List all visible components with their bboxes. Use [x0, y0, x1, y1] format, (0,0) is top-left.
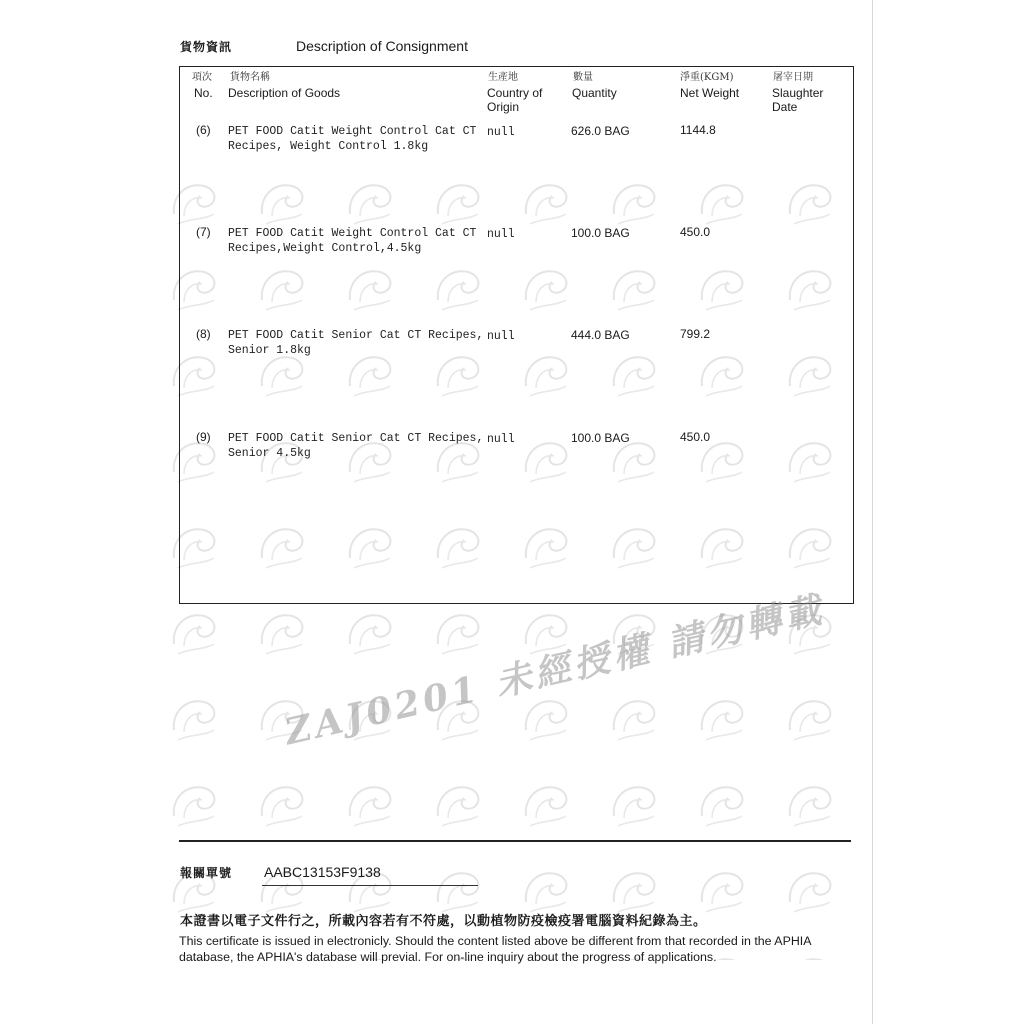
country-of-origin: null: [487, 126, 515, 139]
row-number: (6): [196, 123, 211, 137]
header-origin-zh: 生產地: [488, 72, 518, 83]
net-weight-value: 1144.8: [680, 123, 716, 137]
country-of-origin: null: [487, 433, 515, 446]
header-slaughter-en: Slaughter Date: [772, 86, 824, 114]
goods-description-line: Recipes,Weight Control,4.5kg: [228, 242, 422, 255]
divider-line: [179, 840, 851, 842]
net-weight-value: 450.0: [680, 430, 711, 444]
quantity-value: 100.0 BAG: [571, 226, 630, 240]
header-no-en: No.: [194, 86, 213, 100]
row-number: (8): [196, 327, 211, 341]
declaration-underline: [262, 885, 478, 886]
section-title-zh: 貨物資訊: [180, 40, 233, 54]
header-net-weight-en: Net Weight: [680, 86, 740, 100]
country-of-origin: null: [487, 228, 515, 241]
page-edge-line: [872, 0, 873, 1024]
row-number: (9): [196, 430, 211, 444]
declaration-number-label: 報關單號: [180, 866, 233, 880]
row-number: (7): [196, 225, 211, 239]
quantity-value: 444.0 BAG: [571, 328, 630, 342]
goods-description-line: PET FOOD Catit Weight Control Cat CT: [228, 125, 477, 138]
header-quantity-zh: 數量: [573, 72, 593, 83]
header-net-weight-zh: 淨重(KGM): [680, 72, 734, 83]
declaration-number-value: AABC13153F9138: [264, 864, 381, 880]
country-of-origin: null: [487, 330, 515, 343]
watermark-stamp: ZAJ0201 未經授權 請勿轉載: [280, 588, 829, 754]
goods-description-line: PET FOOD Catit Senior Cat CT Recipes,: [228, 329, 484, 342]
net-weight-value: 450.0: [680, 225, 711, 239]
goods-description-line: PET FOOD Catit Senior Cat CT Recipes,: [228, 432, 484, 445]
notice-en: This certificate is issued in electronicly. Should the content listed above be different from that recorded in the APHIA database, the APHIA's database will previal. For on-line inquiry about the progress of applications.: [179, 934, 811, 964]
goods-description-line: Senior 1.8kg: [228, 344, 311, 357]
quantity-value: 100.0 BAG: [571, 431, 630, 445]
header-slaughter-zh: 屠宰日期: [773, 72, 813, 83]
header-goods-zh: 貨物名稱: [230, 72, 270, 83]
header-quantity-en: Quantity: [572, 86, 617, 100]
goods-description-line: PET FOOD Catit Weight Control Cat CT: [228, 227, 477, 240]
header-no-zh: 項次: [192, 72, 212, 83]
quantity-value: 626.0 BAG: [571, 124, 630, 138]
notice-zh: 本證書以電子文件行之，所載內容若有不符處，以動植物防疫檢疫署電腦資料紀錄為主。: [180, 913, 707, 928]
header-goods-en: Description of Goods: [228, 86, 341, 100]
header-origin-en: Country of Origin: [487, 86, 543, 114]
goods-description-line: Senior 4.5kg: [228, 447, 311, 460]
section-title-en: Description of Consignment: [296, 38, 468, 54]
goods-description-line: Recipes, Weight Control 1.8kg: [228, 140, 429, 153]
net-weight-value: 799.2: [680, 327, 711, 341]
